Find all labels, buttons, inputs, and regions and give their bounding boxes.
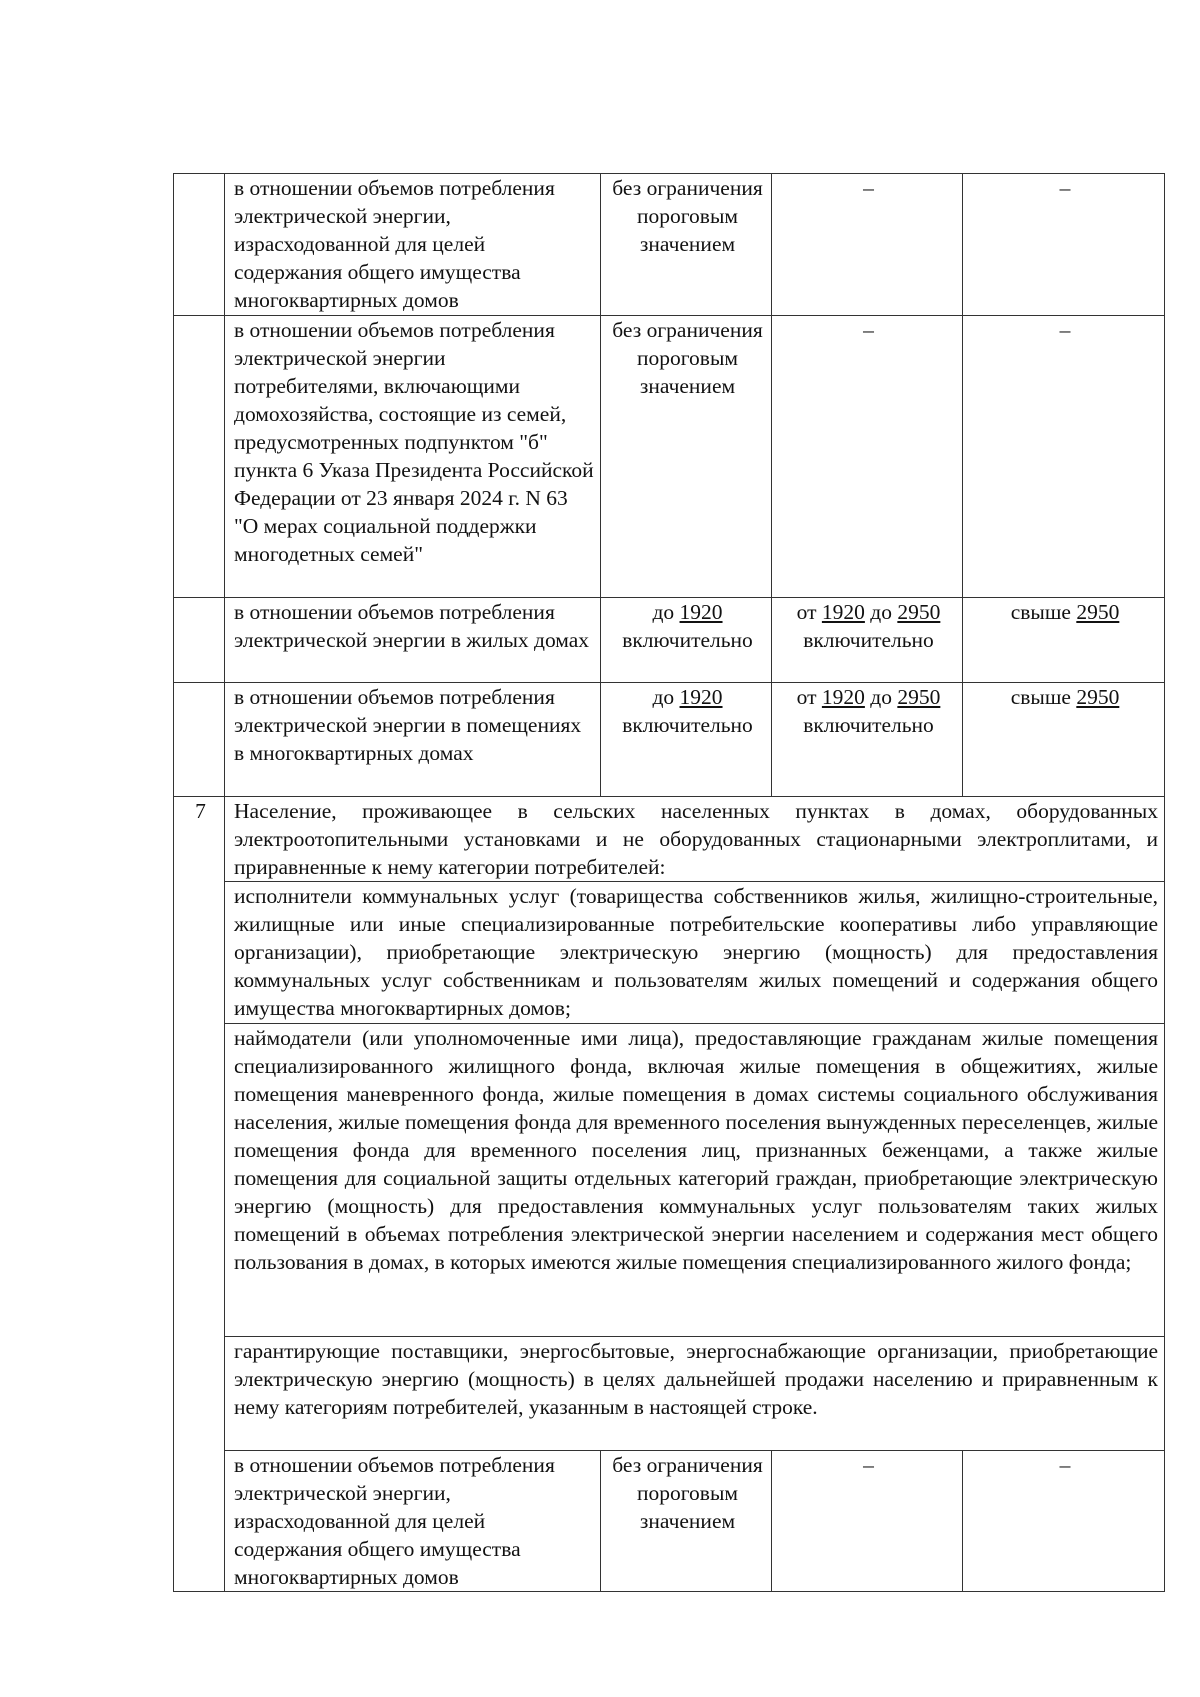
range-3-cell: – (963, 174, 1165, 316)
range-2-cell (772, 598, 963, 683)
range-3-cell: – (963, 316, 1165, 598)
range-2-cell: – (772, 316, 963, 598)
consumer-category-text: наймодатели (или уполномоченные ими лица), предоставляющие гражданам жилые помещения специализированного жилищного фонда, включая жилые помещения в общежитиях, жилые помещения маневренного фонда, жилые помещения в домах системы социального обслуживания населения, жилые помещения фонда для временного поселения вынужденных переселенцев, жилые помещения фонда для временного поселения лиц, признанных беженцами, а также жилые помещения для социальной защиты отдельных категорий граждан, приобретающие электрическую энергию (мощность) для предоставления коммунальных услуг пользователям таких жилых помещений в объемах потребления электрической энергии населением и содержания мест общего пользования в домах, в которых имеются жилые помещения специализированного жилого фонда; (225, 1024, 1165, 1337)
range-prefix: до (652, 685, 675, 709)
range-prefix: до (652, 600, 675, 624)
threshold-link[interactable]: 2950 (897, 685, 941, 709)
section-heading: Население, проживающее в сельских населенных пунктах в домах, оборудованных электроотопительными установками и не оборудованных стационарными электроплитами, и приравненные к нему категории потребителей: (225, 797, 1165, 882)
range-prefix: свыше (1010, 685, 1071, 709)
range-between: до (870, 685, 892, 709)
description-cell: в отношении объемов потребления электрической энергии в помещениях в многоквартирных домах (225, 683, 601, 797)
threshold-link[interactable]: 1920 (679, 600, 723, 624)
table-row (174, 1337, 1165, 1451)
section-7-heading-row (174, 797, 1165, 882)
range-3-cell (963, 683, 1165, 797)
threshold-link[interactable]: 2950 (897, 600, 941, 624)
row-number-cell (174, 174, 225, 316)
tariff-table (173, 173, 1165, 1592)
row-number-cell (174, 683, 225, 797)
range-2-cell: – (772, 174, 963, 316)
table-row (174, 598, 1165, 683)
row-number-cell: 7 (174, 797, 225, 1592)
consumer-category-text: гарантирующие поставщики, энергосбытовые, энергоснабжающие организации, приобретающие электрическую энергию (мощность) в целях дальнейшей продажи населению и приравненным к нему категориям потребителей, указанным в настоящей строке. (225, 1337, 1165, 1451)
range-3-cell (963, 598, 1165, 683)
threshold-link[interactable]: 1920 (821, 600, 865, 624)
row-number-cell (174, 316, 225, 598)
range-suffix: включительно (803, 713, 934, 737)
range-2-cell: – (772, 1451, 963, 1592)
range-1-cell: без ограничения пороговым значением (601, 174, 772, 316)
table-row (174, 174, 1165, 316)
table-row (174, 316, 1165, 598)
description-cell: в отношении объемов потребления электрической энергии, израсходованной для целей содержания общего имущества многоквартирных домов (225, 174, 601, 316)
table-row (174, 683, 1165, 797)
table-row (174, 1024, 1165, 1337)
range-prefix: от (796, 600, 817, 624)
range-prefix: свыше (1010, 600, 1071, 624)
range-2-cell (772, 683, 963, 797)
range-1-cell (601, 683, 772, 797)
threshold-link[interactable]: 1920 (679, 685, 723, 709)
range-3-cell: – (963, 1451, 1165, 1592)
range-suffix: включительно (622, 628, 753, 652)
table-row (174, 882, 1165, 1024)
consumer-category-text: исполнители коммунальных услуг (товарищества собственников жилья, жилищно-строительные, жилищные или иные специализированные потребительские кооперативы либо управляющие организации), приобретающие электрическую энергию (мощность) для предоставления коммунальных услуг собственникам и пользователям жилых помещений и содержания общего имущества многоквартирных домов; (225, 882, 1165, 1024)
description-cell: в отношении объемов потребления электрической энергии потребителями, включающими домохозяйства, состоящие из семей, предусмотренных подпунктом "б" пункта 6 Указа Президента Российской Федерации от 23 января 2024 г. N 63 "О мерах социальной поддержки многодетных семей" (225, 316, 601, 598)
range-1-cell: без ограничения пороговым значением (601, 316, 772, 598)
range-prefix: от (796, 685, 817, 709)
range-suffix: включительно (803, 628, 934, 652)
range-between: до (870, 600, 892, 624)
table-row (174, 1451, 1165, 1592)
range-1-cell: без ограничения пороговым значением (601, 1451, 772, 1592)
range-suffix: включительно (622, 713, 753, 737)
threshold-link[interactable]: 2950 (1076, 685, 1120, 709)
description-cell: в отношении объемов потребления электрической энергии, израсходованной для целей содержания общего имущества многоквартирных домов (225, 1451, 601, 1592)
threshold-link[interactable]: 2950 (1076, 600, 1120, 624)
threshold-link[interactable]: 1920 (821, 685, 865, 709)
row-number-cell (174, 598, 225, 683)
description-cell: в отношении объемов потребления электрической энергии в жилых домах (225, 598, 601, 683)
range-1-cell (601, 598, 772, 683)
